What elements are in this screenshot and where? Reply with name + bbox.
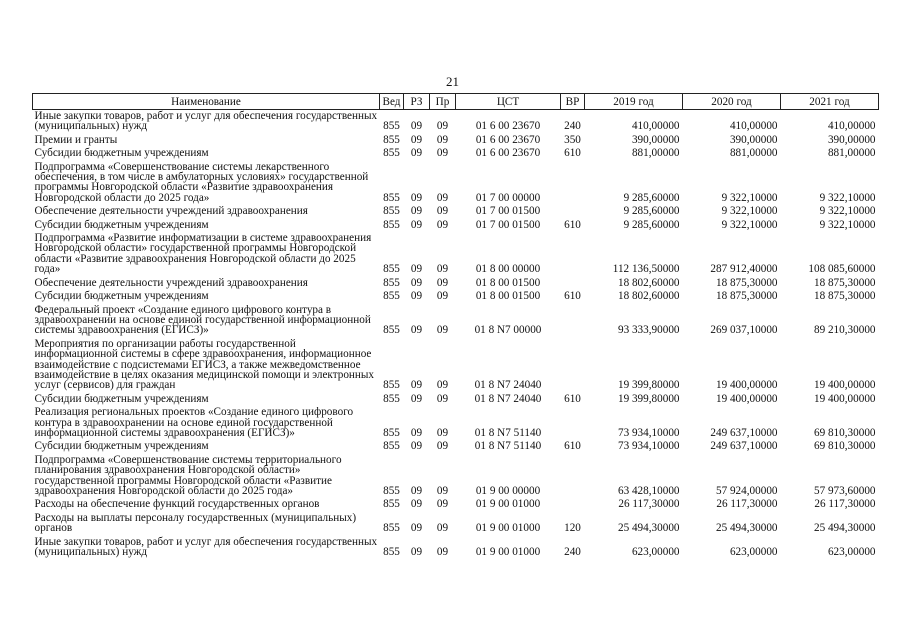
cell-cst: 01 7 00 00000 [475, 191, 541, 204]
cell-2021: 881,00000 [827, 147, 876, 160]
cell-2021: 9 322,10000 [819, 191, 876, 204]
page-number: 21 [446, 74, 459, 89]
cell-ved: 855 [383, 120, 400, 133]
header-2019: 2019 год [585, 94, 683, 110]
table-row [33, 277, 879, 290]
cell-2020: 25 494,30000 [715, 522, 778, 535]
cell-rz: 09 [410, 263, 423, 276]
cell-name: Расходы на выплаты персоналу государственных (муниципальных) органов [34, 511, 357, 535]
header-vr: ВР [561, 94, 585, 110]
cell-pr: 09 [436, 290, 449, 303]
cell-ved: 855 [383, 324, 400, 337]
cell-vr [561, 205, 585, 218]
table-row [33, 512, 879, 536]
cell-2020: 19 400,00000 [715, 392, 778, 405]
header-2021: 2021 год [781, 94, 879, 110]
cell-2020: 26 117,30000 [716, 498, 778, 511]
cell-2020: 287 912,40000 [710, 263, 778, 276]
cell-vr [561, 304, 585, 338]
cell-2021: 25 494,30000 [813, 522, 876, 535]
cell-2019: 63 428,10000 [617, 485, 680, 497]
cell-vr: 610 [564, 218, 581, 231]
cell-name: Расходы на обеспечение функций государственных органов [34, 498, 320, 511]
table-body [33, 110, 879, 560]
cell-2019: 390,00000 [631, 133, 680, 146]
cell-2020: 19 400,00000 [715, 379, 778, 392]
cell-rz: 09 [410, 218, 423, 231]
cell-rz: 09 [410, 191, 423, 204]
cell-name: Подпрограмма «Совершенствование системы территориального планирования здравоохранения Новгородской области» государственной программы Новгородской области «Развитие здравоохранения Новгородской области до 2025 года» [34, 453, 342, 497]
header-pr: Пр [430, 94, 456, 110]
table-row [33, 406, 879, 440]
cell-vr [561, 161, 585, 206]
cell-rz: 09 [410, 133, 423, 146]
cell-2021: 18 875,30000 [813, 290, 876, 303]
cell-name: Обеспечение деятельности учреждений здравоохранения [34, 205, 308, 218]
cell-cst: 01 9 00 00000 [475, 485, 541, 497]
cell-2020: 249 637,10000 [710, 440, 778, 453]
cell-2019: 93 333,90000 [617, 324, 680, 337]
cell-cst: 01 6 00 23670 [475, 120, 541, 133]
cell-cst: 01 8 00 00000 [475, 263, 541, 276]
cell-cst: 01 9 00 01000 [475, 522, 541, 535]
cell-cst: 01 8 N7 51140 [474, 440, 542, 453]
cell-cst: 01 8 N7 24040 [474, 392, 542, 405]
cell-2019: 9 285,60000 [623, 218, 680, 231]
table-row [33, 536, 879, 560]
cell-ved: 855 [383, 147, 400, 160]
cell-pr: 09 [436, 522, 449, 535]
cell-2021: 19 400,00000 [813, 392, 876, 405]
cell-rz: 09 [410, 392, 423, 405]
cell-2019: 25 494,30000 [617, 522, 680, 535]
cell-2021: 89 210,30000 [813, 324, 876, 337]
cell-rz: 09 [410, 120, 423, 133]
cell-rz: 09 [410, 498, 423, 511]
cell-vr: 610 [564, 440, 581, 453]
table-row [33, 110, 879, 134]
table-row [33, 134, 879, 147]
cell-2020: 390,00000 [729, 133, 778, 146]
header-ved: Вед [380, 94, 404, 110]
cell-rz: 09 [410, 485, 423, 497]
cell-2020: 18 875,30000 [715, 290, 778, 303]
cell-name: Обеспечение деятельности учреждений здравоохранения [34, 276, 308, 289]
header-name: Наименование [33, 94, 380, 110]
cell-2019: 19 399,80000 [617, 379, 680, 392]
cell-ved: 855 [383, 485, 400, 497]
cell-2019: 9 285,60000 [623, 191, 680, 204]
cell-2019: 73 934,10000 [617, 426, 680, 439]
cell-vr: 610 [564, 290, 581, 303]
cell-2020: 881,00000 [729, 147, 778, 160]
cell-2020: 269 037,10000 [710, 324, 778, 337]
cell-ved: 855 [383, 522, 400, 535]
cell-ved: 855 [383, 205, 400, 218]
cell-2020: 9 322,10000 [721, 218, 778, 231]
cell-rz: 09 [410, 290, 423, 303]
cell-ved: 855 [383, 440, 400, 453]
cell-pr: 09 [436, 440, 449, 453]
cell-pr: 09 [436, 147, 449, 160]
cell-name: Субсидии бюджетным учреждениям [34, 440, 209, 453]
cell-2019: 18 802,60000 [617, 290, 680, 303]
cell-ved: 855 [383, 218, 400, 231]
cell-rz: 09 [410, 324, 423, 337]
cell-2020: 57 924,00000 [715, 485, 778, 497]
cell-2021: 9 322,10000 [819, 205, 876, 218]
cell-rz: 09 [410, 205, 423, 218]
cell-cst: 01 7 00 01500 [475, 205, 541, 218]
cell-cst: 01 7 00 01500 [475, 218, 541, 231]
cell-2020: 249 637,10000 [710, 426, 778, 439]
cell-rz: 09 [410, 546, 423, 559]
cell-cst: 01 8 N7 00000 [474, 324, 542, 337]
cell-name: Федеральный проект «Создание единого цифрового контура в здравоохранении на основе единой государственной информационной системы здравоохранения (ЕГИСЗ)» [34, 303, 371, 337]
cell-vr: 240 [564, 120, 581, 133]
cell-2019: 19 399,80000 [617, 392, 680, 405]
cell-name: Субсидии бюджетным учреждениям [34, 218, 209, 231]
budget-table [32, 93, 879, 559]
cell-vr: 610 [564, 392, 581, 405]
cell-2021: 69 810,30000 [813, 440, 876, 453]
table-row [33, 161, 879, 206]
table-row [33, 498, 879, 511]
cell-vr [561, 338, 585, 393]
cell-cst: 01 8 00 01500 [475, 276, 541, 289]
cell-rz: 09 [410, 522, 423, 535]
cell-vr: 350 [564, 133, 581, 146]
cell-vr: 120 [564, 522, 581, 535]
cell-pr: 09 [436, 120, 449, 133]
cell-2021: 19 400,00000 [813, 379, 876, 392]
cell-vr [561, 454, 585, 499]
header-cst: ЦСТ [456, 94, 561, 110]
cell-pr: 09 [436, 379, 449, 392]
cell-2021: 108 085,60000 [808, 263, 876, 276]
cell-pr: 09 [436, 205, 449, 218]
cell-rz: 09 [410, 276, 423, 289]
cell-pr: 09 [436, 133, 449, 146]
cell-vr [561, 277, 585, 290]
cell-ved: 855 [383, 191, 400, 204]
cell-2020: 9 322,10000 [721, 205, 778, 218]
cell-ved: 855 [383, 263, 400, 276]
cell-cst: 01 8 N7 24040 [474, 379, 542, 392]
cell-2020: 623,00000 [729, 546, 778, 559]
cell-ved: 855 [383, 392, 400, 405]
cell-2019: 623,00000 [631, 546, 680, 559]
cell-name: Мероприятия по организации работы государственной информационной системы в сфере здравоохранения, информационное взаимодействие с подсистемами ЕГИСЗ, а также межведомственное взаимодействие в целях оказания медицинской помощи и электронных услуг (сервисов) для граждан [34, 337, 375, 392]
cell-rz: 09 [410, 379, 423, 392]
table-row [33, 232, 879, 277]
cell-ved: 855 [383, 133, 400, 146]
header-2020: 2020 год [683, 94, 781, 110]
cell-cst: 01 9 00 01000 [475, 546, 541, 559]
cell-cst: 01 8 N7 51140 [474, 426, 542, 439]
table-row [33, 304, 879, 338]
cell-pr: 09 [436, 276, 449, 289]
cell-pr: 09 [436, 392, 449, 405]
cell-2021: 623,00000 [827, 546, 876, 559]
cell-cst: 01 8 00 01500 [475, 290, 541, 303]
cell-2019: 26 117,30000 [618, 498, 680, 511]
cell-rz: 09 [410, 440, 423, 453]
cell-cst: 01 6 00 23670 [475, 147, 541, 160]
cell-name: Субсидии бюджетным учреждениям [34, 290, 209, 303]
cell-ved: 855 [383, 276, 400, 289]
cell-2019: 410,00000 [631, 120, 680, 133]
header-rz: РЗ [404, 94, 430, 110]
cell-pr: 09 [436, 191, 449, 204]
cell-ved: 855 [383, 498, 400, 511]
cell-2021: 57 973,60000 [813, 485, 876, 497]
table-header-row [33, 94, 879, 110]
cell-2021: 410,00000 [827, 120, 876, 133]
cell-2019: 18 802,60000 [617, 276, 680, 289]
cell-2021: 18 875,30000 [813, 276, 876, 289]
cell-cst: 01 9 00 01000 [475, 498, 541, 511]
table-row [33, 393, 879, 406]
table-row [33, 290, 879, 303]
cell-name: Иные закупки товаров, работ и услуг для обеспечения государственных (муниципальных) нужд [34, 535, 378, 559]
cell-vr: 610 [564, 147, 581, 160]
cell-ved: 855 [383, 426, 400, 439]
cell-2021: 9 322,10000 [819, 218, 876, 231]
cell-2020: 9 322,10000 [721, 191, 778, 204]
table-row [33, 338, 879, 393]
table-row [33, 205, 879, 218]
cell-cst: 01 6 00 23670 [475, 133, 541, 146]
cell-name: Подпрограмма «Развитие информатизации в системе здравоохранения Новгородской области» государственной программы Новгородской области «Развитие здравоохранения Новгородской области до 2025 года» [34, 232, 372, 276]
table-row [33, 147, 879, 160]
cell-2021: 69 810,30000 [813, 426, 876, 439]
cell-vr [561, 498, 585, 511]
cell-name: Субсидии бюджетным учреждениям [34, 147, 209, 160]
cell-ved: 855 [383, 290, 400, 303]
cell-pr: 09 [436, 218, 449, 231]
cell-pr: 09 [436, 498, 449, 511]
cell-pr: 09 [436, 546, 449, 559]
table-row [33, 219, 879, 232]
cell-vr [561, 232, 585, 277]
cell-name: Иные закупки товаров, работ и услуг для обеспечения государственных (муниципальных) нужд [34, 110, 378, 133]
cell-2020: 18 875,30000 [715, 276, 778, 289]
cell-name: Подпрограмма «Совершенствование системы лекарственного обеспечения, в том числе в амбулаторных условиях» государственной программы Новгородской области «Развитие здравоохранения Новгородской области до 2025 года» [34, 160, 369, 204]
cell-pr: 09 [436, 263, 449, 276]
cell-2021: 26 117,30000 [814, 498, 876, 511]
cell-pr: 09 [436, 426, 449, 439]
cell-name: Субсидии бюджетным учреждениям [34, 392, 209, 405]
cell-name: Реализация региональных проектов «Создание единого цифрового контура в здравоохранении на основе единой государственной информационной системы здравоохранения (ЕГИСЗ)» [34, 406, 354, 439]
cell-ved: 855 [383, 546, 400, 559]
cell-2019: 112 136,50000 [612, 263, 680, 276]
cell-name: Премии и гранты [34, 133, 118, 146]
cell-2019: 73 934,10000 [617, 440, 680, 453]
cell-pr: 09 [436, 324, 449, 337]
cell-rz: 09 [410, 147, 423, 160]
cell-2019: 881,00000 [631, 147, 680, 160]
cell-2021: 390,00000 [827, 133, 876, 146]
cell-pr: 09 [436, 485, 449, 497]
cell-vr: 240 [564, 546, 581, 559]
cell-ved: 855 [383, 379, 400, 392]
table-row [33, 454, 879, 499]
cell-2020: 410,00000 [729, 120, 778, 133]
cell-2019: 9 285,60000 [623, 205, 680, 218]
cell-vr [561, 406, 585, 440]
cell-rz: 09 [410, 426, 423, 439]
table-row [33, 440, 879, 453]
